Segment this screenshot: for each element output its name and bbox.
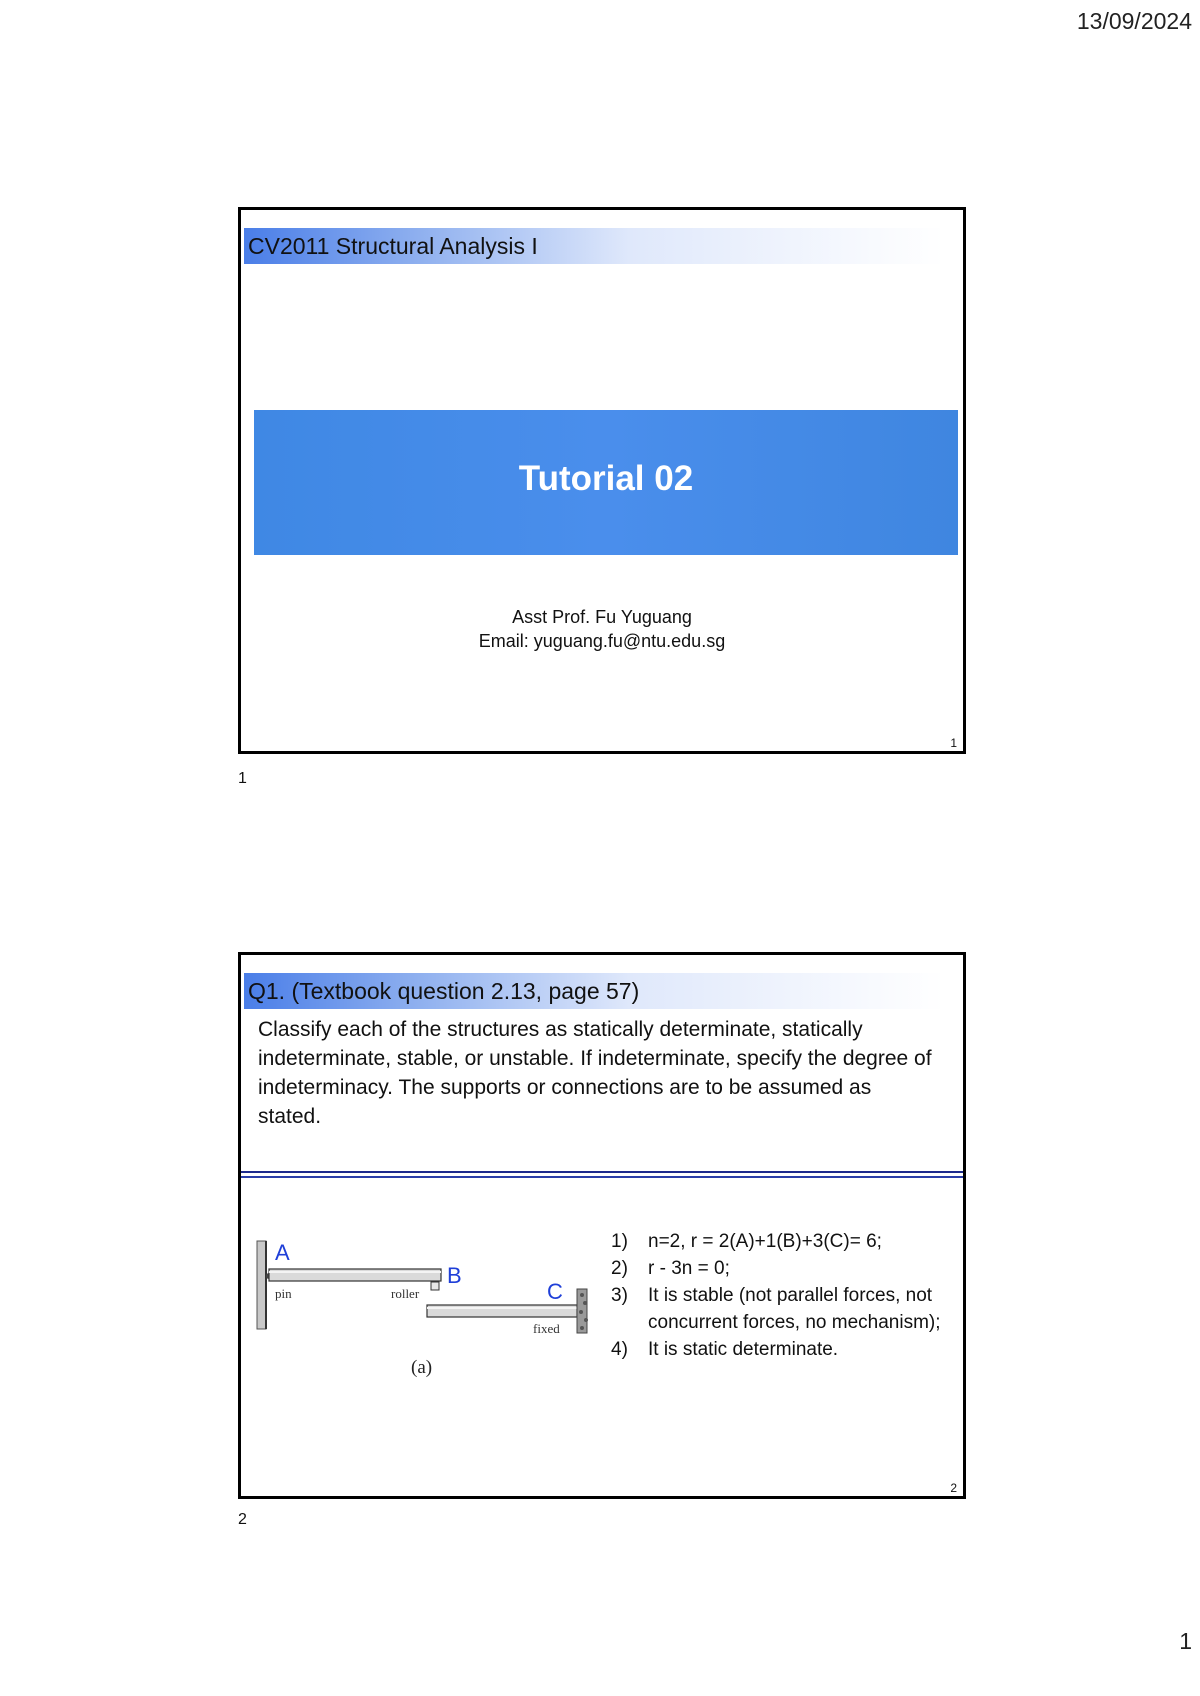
answer-list xyxy=(611,1228,956,1363)
slide-number: 2 xyxy=(950,1481,957,1495)
author-name: Asst Prof. Fu Yuguang xyxy=(512,607,692,627)
label-fixed: fixed xyxy=(533,1321,560,1336)
page-number: 1 xyxy=(1179,1628,1192,1654)
roller-support-icon xyxy=(431,1282,439,1290)
slide-1-label: 1 xyxy=(238,770,247,787)
slide-header: CV2011 Structural Analysis I xyxy=(244,228,944,264)
list-item: 1) n=2, r = 2(A)+1(B)+3(C)= 6; xyxy=(611,1231,882,1252)
fixed-texture-dot xyxy=(583,1301,587,1305)
fixed-texture-dot xyxy=(580,1326,584,1330)
author-email: Email: yuguang.fu@ntu.edu.sg xyxy=(478,631,726,651)
beam-bc xyxy=(427,1305,577,1317)
label-pin: pin xyxy=(275,1286,292,1301)
fixed-texture-dot xyxy=(579,1310,583,1314)
label-a: A xyxy=(275,1240,290,1265)
list-item: 2) r - 3n = 0; xyxy=(611,1258,730,1279)
beam-ab xyxy=(269,1269,441,1281)
label-roller: roller xyxy=(391,1286,420,1301)
question-text: Classify each of the structures as statically determinate, statically indeterminate, stable, or unstable. If indeterminate, specify the degree of indeterminacy. The supports or connections are to be assumed as stated. xyxy=(258,1018,932,1128)
slide-2 xyxy=(238,952,966,1499)
slide-number: 1 xyxy=(950,736,957,750)
wall-support xyxy=(257,1241,266,1329)
figure-caption: (a) xyxy=(411,1357,433,1378)
slide-1 xyxy=(238,207,966,754)
title-banner xyxy=(254,410,958,555)
label-b: B xyxy=(447,1263,462,1288)
fixed-texture-dot xyxy=(584,1318,588,1322)
author-block xyxy=(241,605,963,653)
list-item: 4) It is static determinate. xyxy=(611,1339,839,1360)
slide-title: Tutorial 02 xyxy=(518,458,694,498)
slide-header: Q1. (Textbook question 2.13, page 57) xyxy=(244,973,944,1009)
slide-2-label: 2 xyxy=(238,1511,247,1528)
label-c: C xyxy=(547,1279,563,1304)
beam-figure xyxy=(255,1235,595,1395)
list-item: 3) It is stable (not parallel forces, not concurrent forces, no mechanism); xyxy=(611,1285,941,1333)
divider xyxy=(241,1171,963,1173)
page-date: 13/09/2024 xyxy=(1076,8,1192,34)
fixed-texture-dot xyxy=(580,1293,584,1297)
